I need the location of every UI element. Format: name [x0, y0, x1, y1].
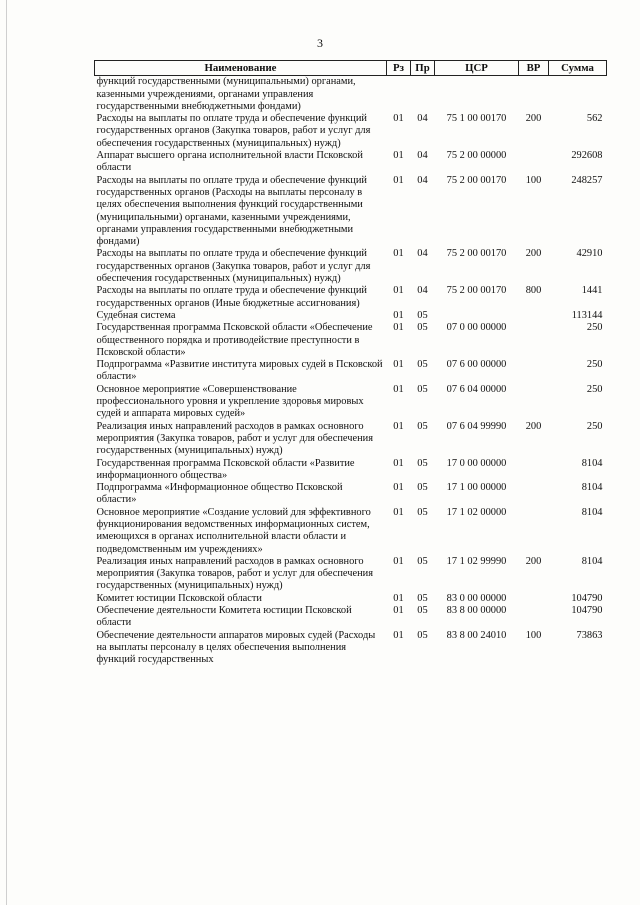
- cell-name: Государственная программа Псковской области «Обеспечение общественного порядка и противодействие преступности в Псковской области»: [96, 322, 373, 358]
- cell-rz: 01: [393, 592, 404, 604]
- table-row: [95, 175, 607, 249]
- cell-vr: [519, 150, 549, 175]
- cell-name: Основное мероприятие «Создание условий для эффективного функционирования ведомственных информационных систем, имеющихся в органах исполнительной власти области и подведомственным им учреждениях»: [96, 506, 371, 555]
- cell-pr: 05: [417, 322, 428, 334]
- cell-sum: 292608: [571, 150, 603, 162]
- cell-name: Аппарат высшего органа исполнительной власти Псковской области: [96, 150, 363, 174]
- cell-vr: 200: [525, 113, 542, 125]
- cell-name: Реализация иных направлений расходов в рамках основного мероприятия (Закупка товаров, работ и услуг для обеспечения государственных (муниципальных) нужд): [96, 420, 373, 457]
- cell-rz: 01: [393, 555, 404, 567]
- header-csr: ЦСР: [435, 61, 519, 76]
- header-vr: ВР: [519, 61, 549, 76]
- cell-sum: 8104: [581, 555, 603, 567]
- table-row: [95, 421, 607, 458]
- cell-name: Расходы на выплаты по оплате труда и обеспечение функций государственных органов (Иные бюджетные ассигнования): [96, 285, 367, 309]
- cell-sum: 250: [586, 359, 603, 371]
- cell-vr: [519, 482, 549, 507]
- cell-vr: [519, 76, 549, 113]
- cell-csr: 83 8 00 24010: [446, 629, 507, 641]
- cell-name: Подпрограмма «Развитие института мировых судей в Псковской области»: [96, 359, 383, 383]
- cell-csr: 07 6 04 99990: [446, 420, 507, 432]
- cell-csr: 17 1 00 00000: [446, 482, 507, 494]
- budget-table: [94, 60, 607, 667]
- cell-name: Судебная система: [96, 309, 176, 321]
- cell-pr: 04: [417, 113, 428, 125]
- cell-rz: 01: [393, 150, 404, 162]
- cell-pr: 05: [417, 383, 428, 395]
- header-rz: Рз: [387, 61, 411, 76]
- cell-csr: 75 2 00 00170: [446, 248, 507, 260]
- cell-csr: 83 0 00 00000: [446, 592, 507, 604]
- table-row: [95, 630, 607, 667]
- cell-vr: [519, 507, 549, 556]
- cell-pr: 04: [417, 285, 428, 297]
- cell-rz: 01: [393, 248, 404, 260]
- table-header-row: [95, 61, 607, 76]
- cell-rz: 01: [393, 482, 404, 494]
- cell-rz: 01: [393, 113, 404, 125]
- cell-pr: 05: [417, 457, 428, 469]
- cell-sum: 250: [586, 322, 603, 334]
- cell-csr: 07 6 00 00000: [446, 359, 507, 371]
- cell-rz: 01: [393, 359, 404, 371]
- cell-pr: 04: [417, 248, 428, 260]
- header-pr: Пр: [411, 61, 435, 76]
- cell-sum: 248257: [571, 174, 603, 186]
- table-row: [95, 384, 607, 421]
- cell-name: Основное мероприятие «Совершенствование профессионального уровня и укрепление здоровья мировых судей и аппарата мировых судей»: [96, 383, 364, 420]
- table-row: [95, 322, 607, 359]
- cell-rz: 01: [393, 285, 404, 297]
- table-row: [95, 285, 607, 310]
- cell-name: Расходы на выплаты по оплате труда и обеспечение функций государственных органов (Закупка товаров, работ и услуг для обеспечения государственных (муниципальных) нужд): [96, 113, 371, 149]
- cell-csr: 75 2 00 00170: [446, 285, 507, 297]
- cell-name: Комитет юстиции Псковской области: [96, 592, 262, 604]
- table-row: [95, 248, 607, 285]
- cell-pr: 04: [417, 150, 428, 162]
- cell-rz: [387, 76, 411, 113]
- cell-sum: 104790: [571, 605, 603, 617]
- cell-csr: 17 1 02 99990: [446, 555, 507, 567]
- cell-sum: 8104: [581, 506, 603, 518]
- cell-sum: 42910: [576, 248, 603, 260]
- cell-pr: 05: [417, 605, 428, 617]
- cell-pr: 05: [417, 629, 428, 641]
- cell-vr: 100: [525, 629, 542, 641]
- table-row: [95, 310, 607, 322]
- cell-csr: 07 0 00 00000: [446, 322, 507, 334]
- table-row: [95, 482, 607, 507]
- cell-pr: 04: [417, 174, 428, 186]
- header-name: Наименование: [95, 61, 387, 76]
- cell-pr: [411, 76, 435, 113]
- cell-rz: 01: [393, 457, 404, 469]
- cell-sum: 562: [586, 113, 603, 125]
- cell-rz: 01: [393, 605, 404, 617]
- cell-pr: 05: [417, 359, 428, 371]
- cell-csr: 17 0 00 00000: [446, 457, 507, 469]
- cell-sum: 113144: [571, 309, 603, 321]
- header-sum: Сумма: [549, 61, 607, 76]
- cell-vr: 100: [525, 174, 542, 186]
- table-row: [95, 76, 607, 113]
- cell-csr: 75 2 00 00000: [446, 150, 507, 162]
- cell-rz: 01: [393, 383, 404, 395]
- cell-vr: 200: [525, 248, 542, 260]
- cell-sum: 8104: [581, 457, 603, 469]
- cell-csr: [435, 310, 519, 322]
- cell-vr: 200: [525, 555, 542, 567]
- cell-name: Подпрограмма «Информационное общество Псковской области»: [96, 482, 343, 506]
- table-row: [95, 605, 607, 630]
- cell-name: Расходы на выплаты по оплате труда и обеспечение функций государственных органов (Закупка товаров, работ и услуг для обеспечения государственных (муниципальных) нужд): [96, 248, 371, 285]
- table-row: [95, 359, 607, 384]
- cell-name: Государственная программа Псковской области «Развитие информационного общества»: [96, 457, 355, 481]
- cell-rz: 01: [393, 322, 404, 334]
- cell-vr: [519, 384, 549, 421]
- cell-name: функций государственными (муниципальными) органами, казенными учреждениями, органами управления государственными внебюджетными фондами): [96, 76, 356, 112]
- table-row: [95, 113, 607, 150]
- cell-pr: 05: [417, 482, 428, 494]
- cell-sum: [549, 76, 607, 113]
- cell-pr: 05: [417, 555, 428, 567]
- cell-vr: [519, 322, 549, 359]
- cell-rz: 01: [393, 420, 404, 432]
- cell-sum: 250: [586, 383, 603, 395]
- cell-pr: 05: [417, 420, 428, 432]
- cell-sum: 8104: [581, 482, 603, 494]
- cell-sum: 104790: [571, 592, 603, 604]
- table-row: [95, 150, 607, 175]
- cell-vr: [519, 310, 549, 322]
- cell-rz: 01: [393, 506, 404, 518]
- cell-vr: 200: [525, 420, 542, 432]
- cell-pr: 05: [417, 309, 428, 321]
- cell-name: Расходы на выплаты по оплате труда и обеспечение функций государственных органов (Расходы на выплаты персоналу в целях обеспечения выполнения функций государственными (муниципальными) органами, казенными учреждениями, органами управления государственными внебюджетными фондами): [96, 174, 367, 248]
- page-number: 3: [317, 36, 323, 50]
- cell-sum: 73863: [576, 629, 603, 641]
- cell-pr: 05: [417, 592, 428, 604]
- table-body: [95, 76, 607, 667]
- cell-rz: 01: [393, 629, 404, 641]
- cell-vr: [519, 458, 549, 483]
- cell-csr: [435, 76, 519, 113]
- cell-name: Обеспечение деятельности Комитета юстиции Псковской области: [96, 605, 352, 629]
- cell-vr: [519, 593, 549, 605]
- cell-csr: 75 2 00 00170: [446, 174, 507, 186]
- cell-vr: [519, 605, 549, 630]
- cell-name: Обеспечение деятельности аппаратов мировых судей (Расходы на выплаты персоналу в целях обеспечения выполнения функций государственных: [96, 629, 376, 666]
- scan-edge: [6, 0, 7, 905]
- table-row: [95, 556, 607, 593]
- cell-csr: 83 8 00 00000: [446, 605, 507, 617]
- cell-rz: 01: [393, 309, 404, 321]
- table-row: [95, 593, 607, 605]
- cell-sum: 250: [586, 420, 603, 432]
- table-row: [95, 458, 607, 483]
- cell-name: Реализация иных направлений расходов в рамках основного мероприятия (Закупка товаров, работ и услуг для обеспечения государственных (муниципальных) нужд): [96, 555, 373, 592]
- cell-vr: 800: [525, 285, 542, 297]
- cell-csr: 07 6 04 00000: [446, 383, 507, 395]
- table-row: [95, 507, 607, 556]
- cell-rz: 01: [393, 174, 404, 186]
- cell-vr: [519, 359, 549, 384]
- cell-pr: 05: [417, 506, 428, 518]
- cell-sum: 1441: [581, 285, 603, 297]
- cell-csr: 75 1 00 00170: [446, 113, 507, 125]
- cell-csr: 17 1 02 00000: [446, 506, 507, 518]
